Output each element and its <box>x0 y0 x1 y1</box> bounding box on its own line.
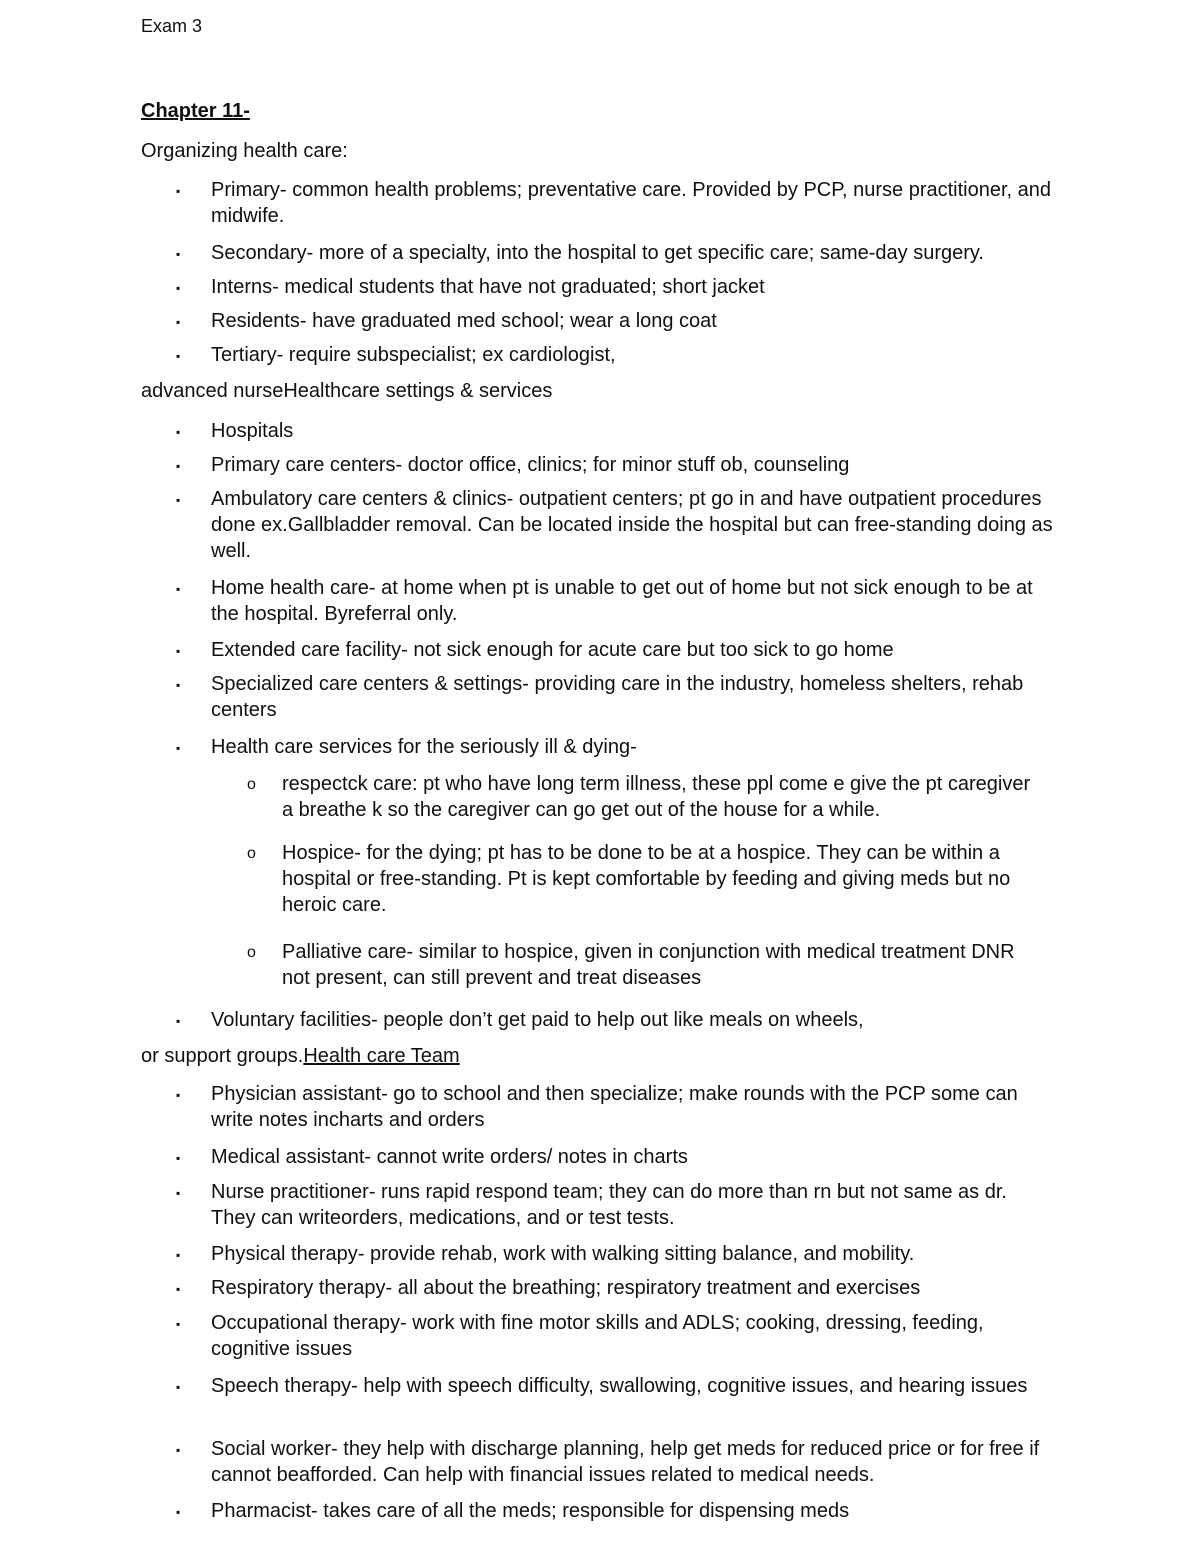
bullet-icon: ▪ <box>176 184 181 198</box>
list-item-text: Respiratory therapy- all about the breathing; respiratory treatment and exercises <box>211 1277 921 1299</box>
circle-bullet-icon: o <box>247 944 256 961</box>
bullet-icon: ▪ <box>176 741 181 755</box>
bullet-icon: ▪ <box>176 644 181 658</box>
bullet-icon: ▪ <box>176 1317 181 1331</box>
list-item-text: Primary care centers- doctor office, clinics; for minor stuff ob, counseling <box>211 454 850 476</box>
list-item-text: Specialized care centers & settings- providing care in the industry, homeless shelters, rehab centers <box>211 673 1024 721</box>
sub-list-item-text: Palliative care- similar to hospice, given in conjunction with medical treatment DNR not present, can still prevent and treat diseases <box>282 941 1015 989</box>
bullet-icon: ▪ <box>176 1505 181 1519</box>
organizing-heading: Organizing health care: <box>141 140 348 162</box>
bullet-icon: ▪ <box>176 281 181 295</box>
settings-heading: advanced nurseHealthcare settings & services <box>141 380 553 402</box>
list-item-text: Residents- have graduated med school; wear a long coat <box>211 310 717 332</box>
list-item-text: Health care services for the seriously ill & dying- <box>211 736 637 758</box>
bullet-icon: ▪ <box>176 1014 181 1028</box>
list-item-text: Medical assistant- cannot write orders/ notes in charts <box>211 1146 688 1168</box>
bullet-icon: ▪ <box>176 1282 181 1296</box>
bullet-icon: ▪ <box>176 1248 181 1262</box>
list-item-text: Secondary- more of a specialty, into the hospital to get specific care; same-day surgery. <box>211 242 984 264</box>
bullet-icon: ▪ <box>176 425 181 439</box>
circle-bullet-icon: o <box>247 845 256 862</box>
list-item-text: Hospitals <box>211 420 294 442</box>
list-item-text: Physician assistant- go to school and then specialize; make rounds with the PCP some can write notes incharts and orders <box>211 1083 1018 1131</box>
page-header: Exam 3 <box>141 16 203 36</box>
chapter-title: Chapter 11- <box>141 100 250 122</box>
bullet-icon: ▪ <box>176 315 181 329</box>
list-item-text: Speech therapy- help with speech difficulty, swallowing, cognitive issues, and hearing issues <box>211 1375 1028 1397</box>
list-item-text: Extended care facility- not sick enough for acute care but too sick to go home <box>211 639 894 661</box>
list-item-text: Physical therapy- provide rehab, work with walking sitting balance, and mobility. <box>211 1243 915 1265</box>
list-item-text: Ambulatory care centers & clinics- outpatient centers; pt go in and have outpatient procedures done ex.Gallbladder removal. Can be located inside the hospital but can free-standing doing as well. <box>211 488 1053 562</box>
bullet-icon: ▪ <box>176 349 181 363</box>
bullet-icon: ▪ <box>176 459 181 473</box>
list-item-text: Home health care- at home when pt is unable to get out of home but not sick enough to be at the hospital. Byreferral only. <box>211 577 1033 625</box>
bullet-icon: ▪ <box>176 1186 181 1200</box>
bullet-icon: ▪ <box>176 582 181 596</box>
list-item-text: Voluntary facilities- people don’t get paid to help out like meals on wheels, <box>211 1009 864 1031</box>
team-heading-line <box>141 1043 460 1069</box>
list-item-text: Pharmacist- takes care of all the meds; responsible for dispensing meds <box>211 1500 850 1522</box>
bullet-icon: ▪ <box>176 678 181 692</box>
sub-list-item-text: Hospice- for the dying; pt has to be done to be at a hospice. They can be within a hospital or free-standing. Pt is kept comfortable by feeding and giving meds but no heroic care. <box>282 842 1011 916</box>
bullet-icon: ▪ <box>176 493 181 507</box>
bullet-icon: ▪ <box>176 1088 181 1102</box>
bullet-icon: ▪ <box>176 1380 181 1394</box>
list-item-text: Interns- medical students that have not graduated; short jacket <box>211 276 765 298</box>
support-groups-text: or support groups. <box>141 1045 304 1067</box>
list-item-text: Nurse practitioner- runs rapid respond team; they can do more than rn but not same as dr. They can writeorders, medications, and or test tests. <box>211 1181 1007 1229</box>
bullet-icon: ▪ <box>176 1443 181 1457</box>
list-item-text: Tertiary- require subspecialist; ex cardiologist, <box>211 344 616 366</box>
list-item-text: Social worker- they help with discharge planning, help get meds for reduced price or for free if cannot beafforded. Can help with financial issues related to medical needs. <box>211 1438 1040 1486</box>
list-item-text: Primary- common health problems; preventative care. Provided by PCP, nurse practitioner, and midwife. <box>211 179 1052 227</box>
team-heading: Health care Team <box>303 1045 460 1067</box>
bullet-icon: ▪ <box>176 247 181 261</box>
bullet-icon: ▪ <box>176 1151 181 1165</box>
sub-list-item-text: respectck care: pt who have long term illness, these ppl come e give the pt caregiver a breathe k so the caregiver can go get out of the house for a while. <box>282 773 1031 821</box>
circle-bullet-icon: o <box>247 776 256 793</box>
list-item-text: Occupational therapy- work with fine motor skills and ADLS; cooking, dressing, feeding, cognitive issues <box>211 1312 984 1360</box>
